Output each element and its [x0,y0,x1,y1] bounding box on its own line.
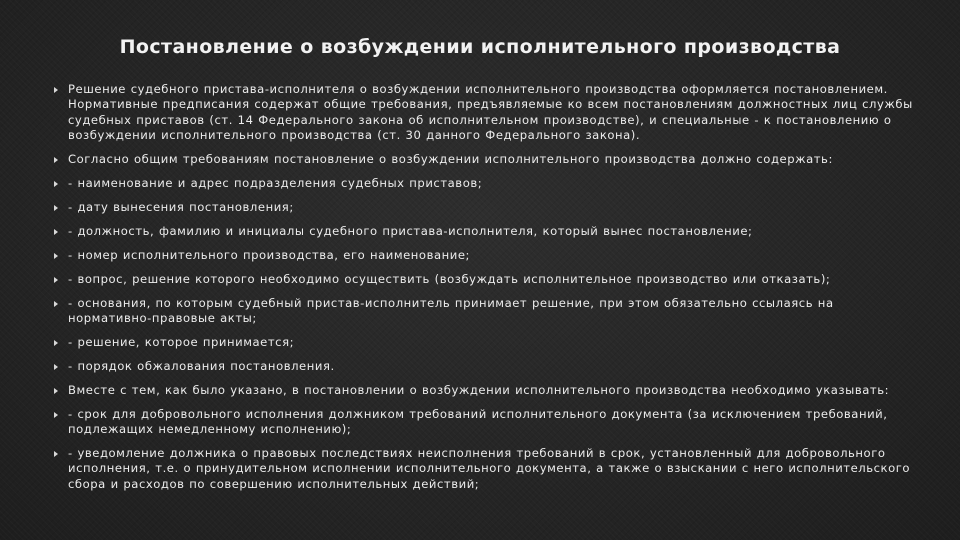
bullet-arrow-icon [54,388,58,394]
bullet-text: - дату вынесения постановления; [68,199,294,214]
bullet-text: Решение судебного пристава-исполнителя о возбуждении исполнительного производства оформляется постановлением. Нормативные предписания содержат общие требования, предъявляемые ко всем постановлениям должностных лиц службы судебных приставов (ст. 14 Федерального закона об исполнительном производстве), и специальные - к постановлению о возбуждении исполнительного производства (ст. 30 данного Федерального закона). [68,82,913,143]
bullet-arrow-icon [54,157,58,163]
bullet-arrow-icon [54,87,58,93]
bullet-text: - наименование и адрес подразделения судебных приставов; [68,176,483,191]
bullet-item [54,200,914,215]
bullet-item [54,383,914,398]
bullet-arrow-icon [54,364,58,370]
bullet-item [54,152,914,167]
bullet-list [54,82,914,501]
bullet-arrow-icon [54,340,58,346]
bullet-text: Согласно общим требованиям постановление о возбуждении исполнительного производства должно содержать: [68,152,833,167]
bullet-text: - номер исполнительного производства, его наименование; [68,247,470,262]
bullet-item [54,407,914,438]
bullet-item [54,272,914,287]
bullet-arrow-icon [54,451,58,457]
bullet-text: - основания, по которым судебный пристав-исполнитель принимает решение, при этом обязательно ссылаясь на нормативно-правовые акты; [68,295,834,325]
bullet-item [54,82,914,144]
bullet-item [54,296,914,327]
bullet-text: - вопрос, решение которого необходимо осуществить (возбуждать исполнительное производство или отказать); [68,271,831,286]
bullet-text: - порядок обжалования постановления. [68,358,335,373]
bullet-arrow-icon [54,412,58,418]
bullet-text: - должность, фамилию и инициалы судебного пристава-исполнителя, который вынес постановление; [68,223,753,238]
bullet-arrow-icon [54,229,58,235]
bullet-item [54,224,914,239]
bullet-text: - уведомление должника о правовых последствиях неисполнения требований в срок, установленный для добровольного исполнения, т.е. о принудительном исполнении исполнительного документа, а также о взыскании с него исполнительского сбора и расходов по совершению исполнительных действий; [68,445,911,491]
bullet-item [54,359,914,374]
bullet-arrow-icon [54,253,58,259]
slide-title: Постановление о возбуждении исполнительного производства [119,36,841,58]
bullet-text: Вместе с тем, как было указано, в постановлении о возбуждении исполнительного производства необходимо указывать: [68,382,890,397]
bullet-arrow-icon [54,181,58,187]
bullet-item [54,176,914,191]
bullet-arrow-icon [54,301,58,307]
bullet-item [54,446,914,492]
bullet-text: - срок для добровольного исполнения должником требований исполнительного документа (за исключением требований, подлежащих немедленному исполнению); [68,406,888,436]
bullet-text: - решение, которое принимается; [68,334,295,349]
bullet-arrow-icon [54,205,58,211]
bullet-arrow-icon [54,277,58,283]
bullet-item [54,248,914,263]
bullet-item [54,335,914,350]
